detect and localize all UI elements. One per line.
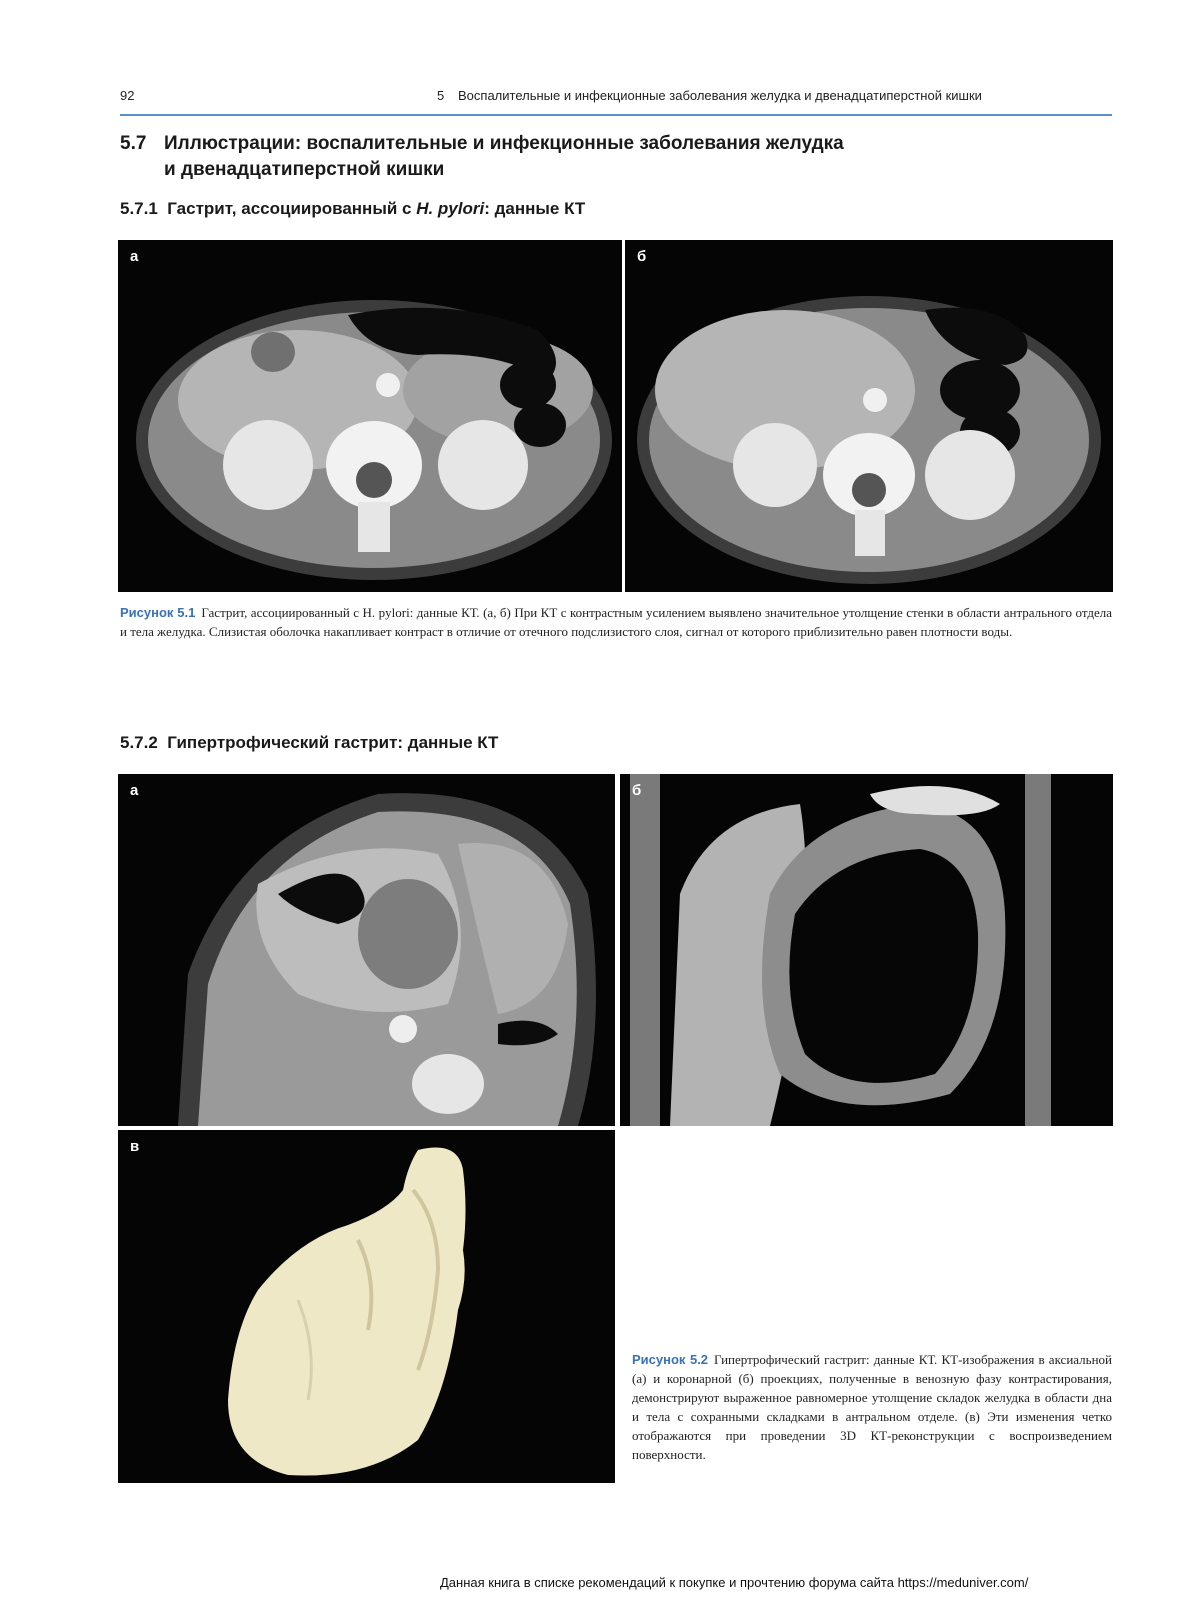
figure-5-2-panel-a [118, 774, 615, 1126]
figure-5-1-caption [120, 603, 1112, 641]
figure-5-2-panel-c [118, 1130, 615, 1483]
figure-5-1-caption-text: Гастрит, ассоциированный с H. pylori: данные КТ. (а, б) При КТ с контрастным усилением выявлено значительное утолщение стенки в области антрального отдела и тела желудка. Слизистая оболочка накапливает контраст в отличие от отечного подслизистого слоя, сигнал от которого приблизительно равен плотности воды. [120, 605, 1112, 639]
figure-5-2-caption [632, 1350, 1112, 1464]
stomach-3d-reconstruction-image [118, 1130, 615, 1483]
footer-note: Данная книга в списке рекомендаций к покупке и прочтению форума сайта https://meduniver.com/ [440, 1575, 1029, 1590]
ct-axial-image-2a [118, 774, 615, 1126]
chapter-number: 5 [437, 88, 445, 103]
section-title-line1: Иллюстрации: воспалительные и инфекционные заболевания желудка [164, 133, 844, 154]
figure-5-1-panel-b-label: б [637, 248, 647, 265]
figure-5-2-panel-b [620, 774, 1113, 1126]
chapter-title: Воспалительные и инфекционные заболевания желудка и двенадцатиперстной кишки [458, 88, 982, 103]
figure-5-2-panel-c-label: в [130, 1138, 140, 1155]
figure-5-1-panel-a [118, 240, 622, 592]
subsection-1-number: 5.7.1 [120, 199, 158, 218]
subsection-2-heading [120, 733, 498, 753]
page-number: 92 [120, 88, 135, 103]
figure-5-2-panel-b-label: б [632, 782, 642, 799]
section-title-line2: и двенадцатиперстной кишки [164, 159, 445, 180]
section-number: 5.7 [120, 133, 147, 154]
subsection-2-number: 5.7.2 [120, 733, 158, 752]
figure-5-1-panel-b [625, 240, 1113, 592]
figure-5-1-panel-a-label: а [130, 248, 139, 265]
subsection-1-title-before: Гастрит, ассоциированный с [167, 199, 417, 218]
header-rule [120, 114, 1112, 116]
subsection-2-title: Гипертрофический гастрит: данные КТ [167, 733, 499, 752]
subsection-1-heading [120, 199, 585, 219]
figure-5-2-panel-a-label: а [130, 782, 139, 799]
ct-coronal-image-2b [620, 774, 1113, 1126]
section-title [164, 131, 1064, 183]
figure-5-2-caption-text: Гипертрофический гастрит: данные КТ. КТ-изображения в аксиальной (а) и коронарной (б) проекциях, полученные в венозную фазу контрастирования, демонстрируют выраженное равномерное утолщение складок желудка в области дна и тела с сохранными складками в антральном отделе. (в) Эти изменения четко отображаются при проведении 3D КТ-реконструкции с воспроизведением поверхности. [632, 1352, 1112, 1462]
subsection-1-title-italic: H. pylori [416, 199, 485, 218]
figure-5-1-caption-label: Рисунок 5.1 [120, 605, 196, 620]
ct-axial-image-b [625, 240, 1113, 592]
figure-5-2-caption-label: Рисунок 5.2 [632, 1352, 709, 1367]
ct-axial-image-a [118, 240, 622, 592]
subsection-1-title-after: : данные КТ [484, 199, 586, 218]
